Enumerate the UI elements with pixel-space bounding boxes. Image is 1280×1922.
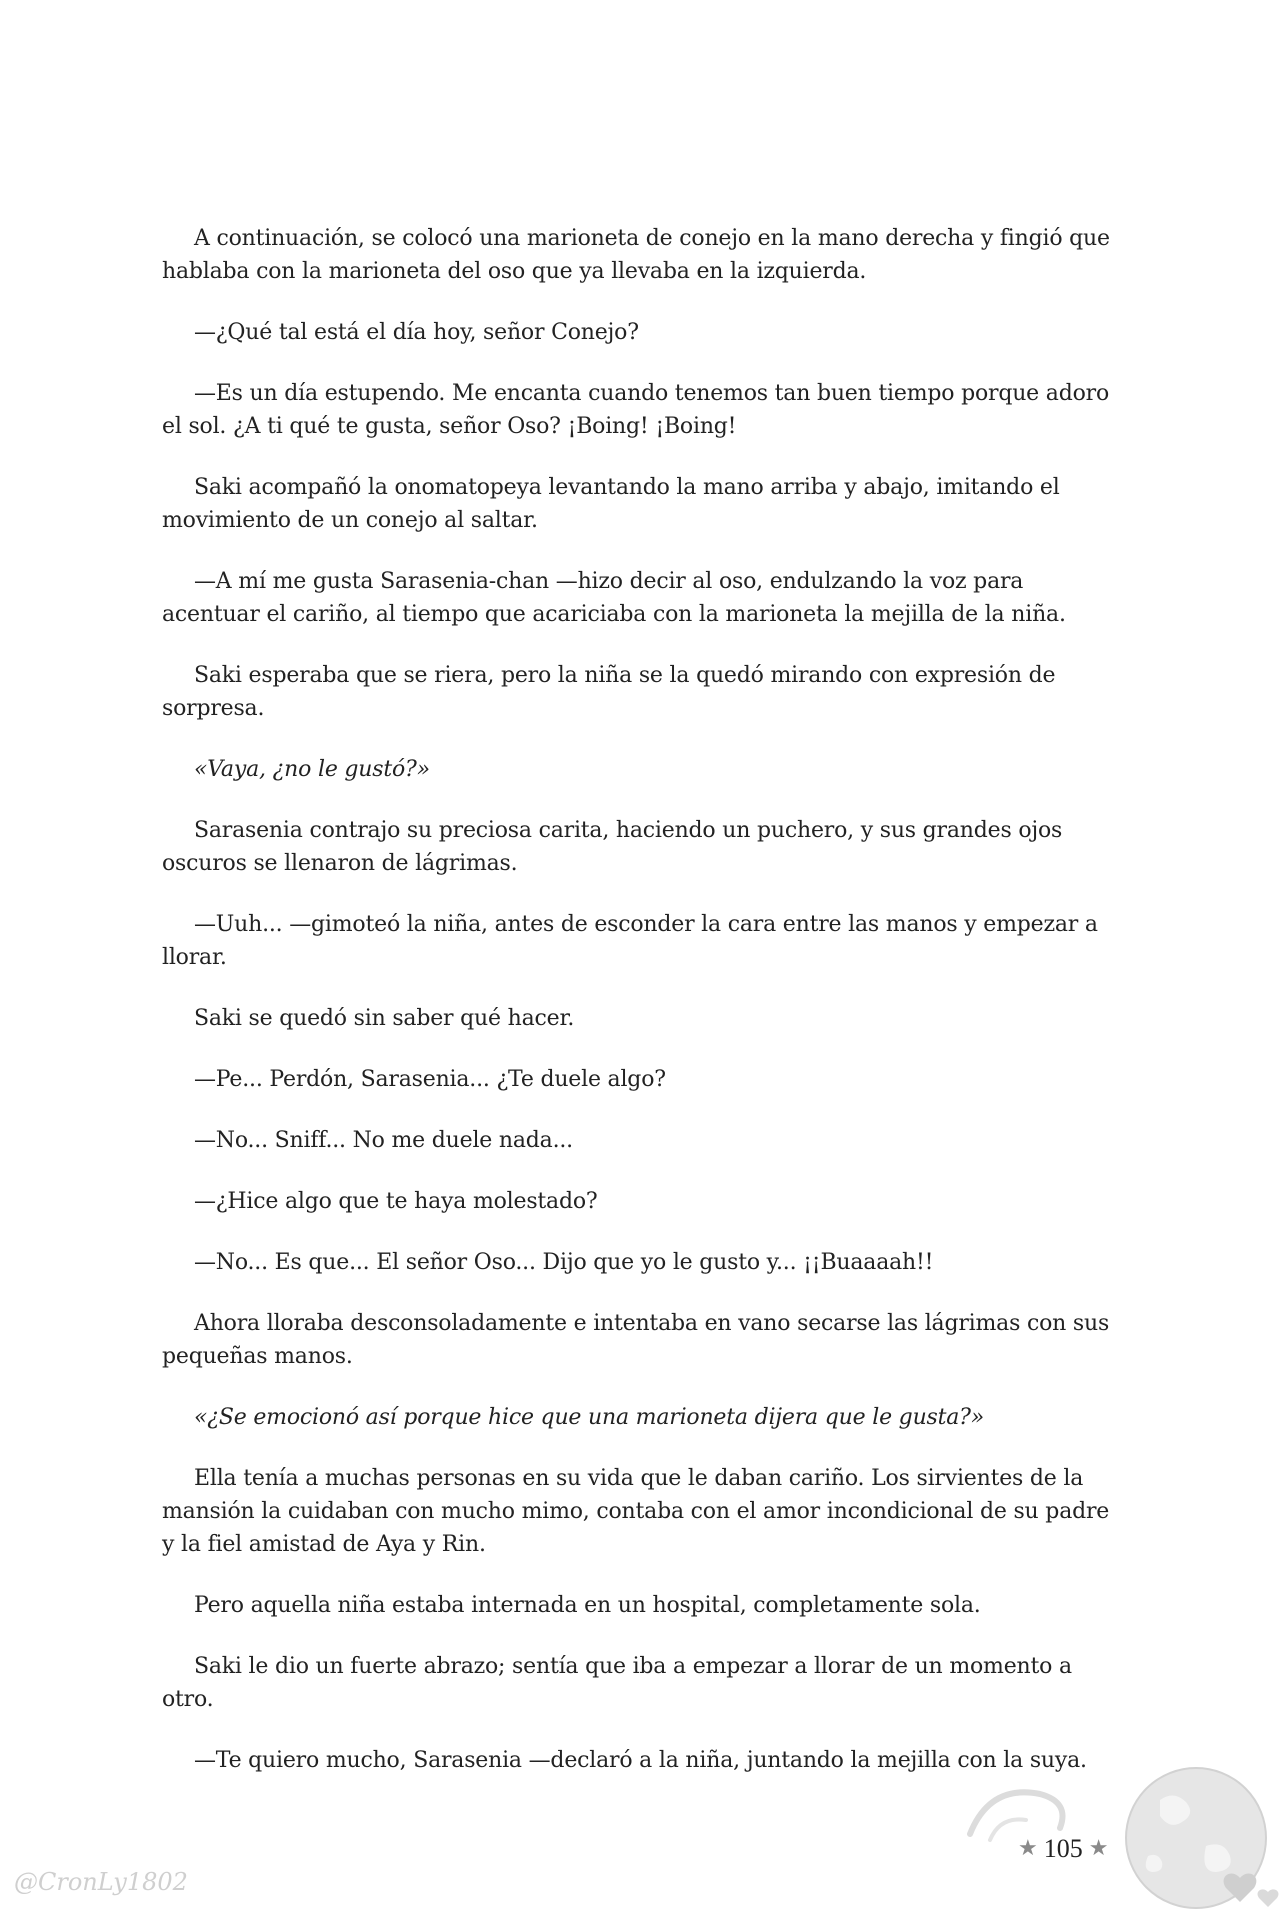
paragraph: —Es un día estupendo. Me encanta cuando tenemos tan buen tiempo porque adoro el sol. ¿A ti qué te gusta, señor Oso? ¡Boing! ¡Boing!: [162, 381, 1109, 439]
watermark: @CronLy1802: [14, 1868, 188, 1896]
paragraph: —Uuh... —gimoteó la niña, antes de esconder la cara entre las manos y empezar a llorar.: [162, 912, 1098, 970]
star-icon: ★: [1018, 1836, 1038, 1861]
paragraph: —¿Qué tal está el día hoy, señor Conejo?: [194, 320, 639, 345]
paragraph: Ahora lloraba desconsoladamente e intentaba en vano secarse las lágrimas con sus pequeñas manos.: [162, 1311, 1110, 1369]
paragraph: —Te quiero mucho, Sarasenia —declaró a la niña, juntando la mejilla con la suya.: [194, 1748, 1087, 1773]
paragraph: —¿Hice algo que te haya molestado?: [194, 1189, 598, 1214]
paragraph: Saki se quedó sin saber qué hacer.: [194, 1006, 575, 1031]
star-icon: ★: [1088, 1836, 1109, 1861]
paragraph: Saki esperaba que se riera, pero la niña se la quedó mirando con expresión de sorpresa.: [162, 663, 1056, 721]
page-number-area: [1018, 1834, 1108, 1864]
paragraph: Pero aquella niña estaba internada en un hospital, completamente sola.: [194, 1593, 981, 1618]
paragraph: Saki le dio un fuerte abrazo; sentía que iba a empezar a llorar de un momento a otro.: [162, 1654, 1072, 1712]
paragraph: «¿Se emocionó así porque hice que una marioneta dijera que le gusta?»: [194, 1405, 985, 1430]
paragraph: —Pe... Perdón, Sarasenia... ¿Te duele algo?: [194, 1067, 666, 1092]
paragraph: A continuación, se colocó una marioneta de conejo en la mano derecha y fingió que hablaba con la marioneta del oso que ya llevaba en la izquierda.: [162, 226, 1110, 284]
paragraph: Sarasenia contrajo su preciosa carita, haciendo un puchero, y sus grandes ojos oscuros se llenaron de lágrimas.: [162, 818, 1063, 876]
paragraph: Saki acompañó la onomatopeya levantando la mano arriba y abajo, imitando el movimiento de un conejo al saltar.: [162, 475, 1060, 533]
paragraph: —No... Es que... El señor Oso... Dijo que yo le gusto y... ¡¡Buaaaah!!: [194, 1250, 934, 1275]
paragraph: —A mí me gusta Sarasenia-chan —hizo decir al oso, endulzando la voz para acentuar el cariño, al tiempo que acariciaba con la marioneta la mejilla de la niña.: [162, 569, 1066, 627]
page-body: [162, 222, 1122, 1805]
paragraph: «Vaya, ¿no le gustó?»: [194, 757, 430, 782]
paragraph: —No... Sniff... No me duele nada...: [194, 1128, 573, 1153]
page-number: 105: [1043, 1834, 1083, 1863]
paragraph: Ella tenía a muchas personas en su vida que le daban cariño. Los sirvientes de la mansión la cuidaban con mucho mimo, contaba con el amor incondicional de su padre y la fiel amistad de Aya y Rin.: [162, 1466, 1110, 1557]
